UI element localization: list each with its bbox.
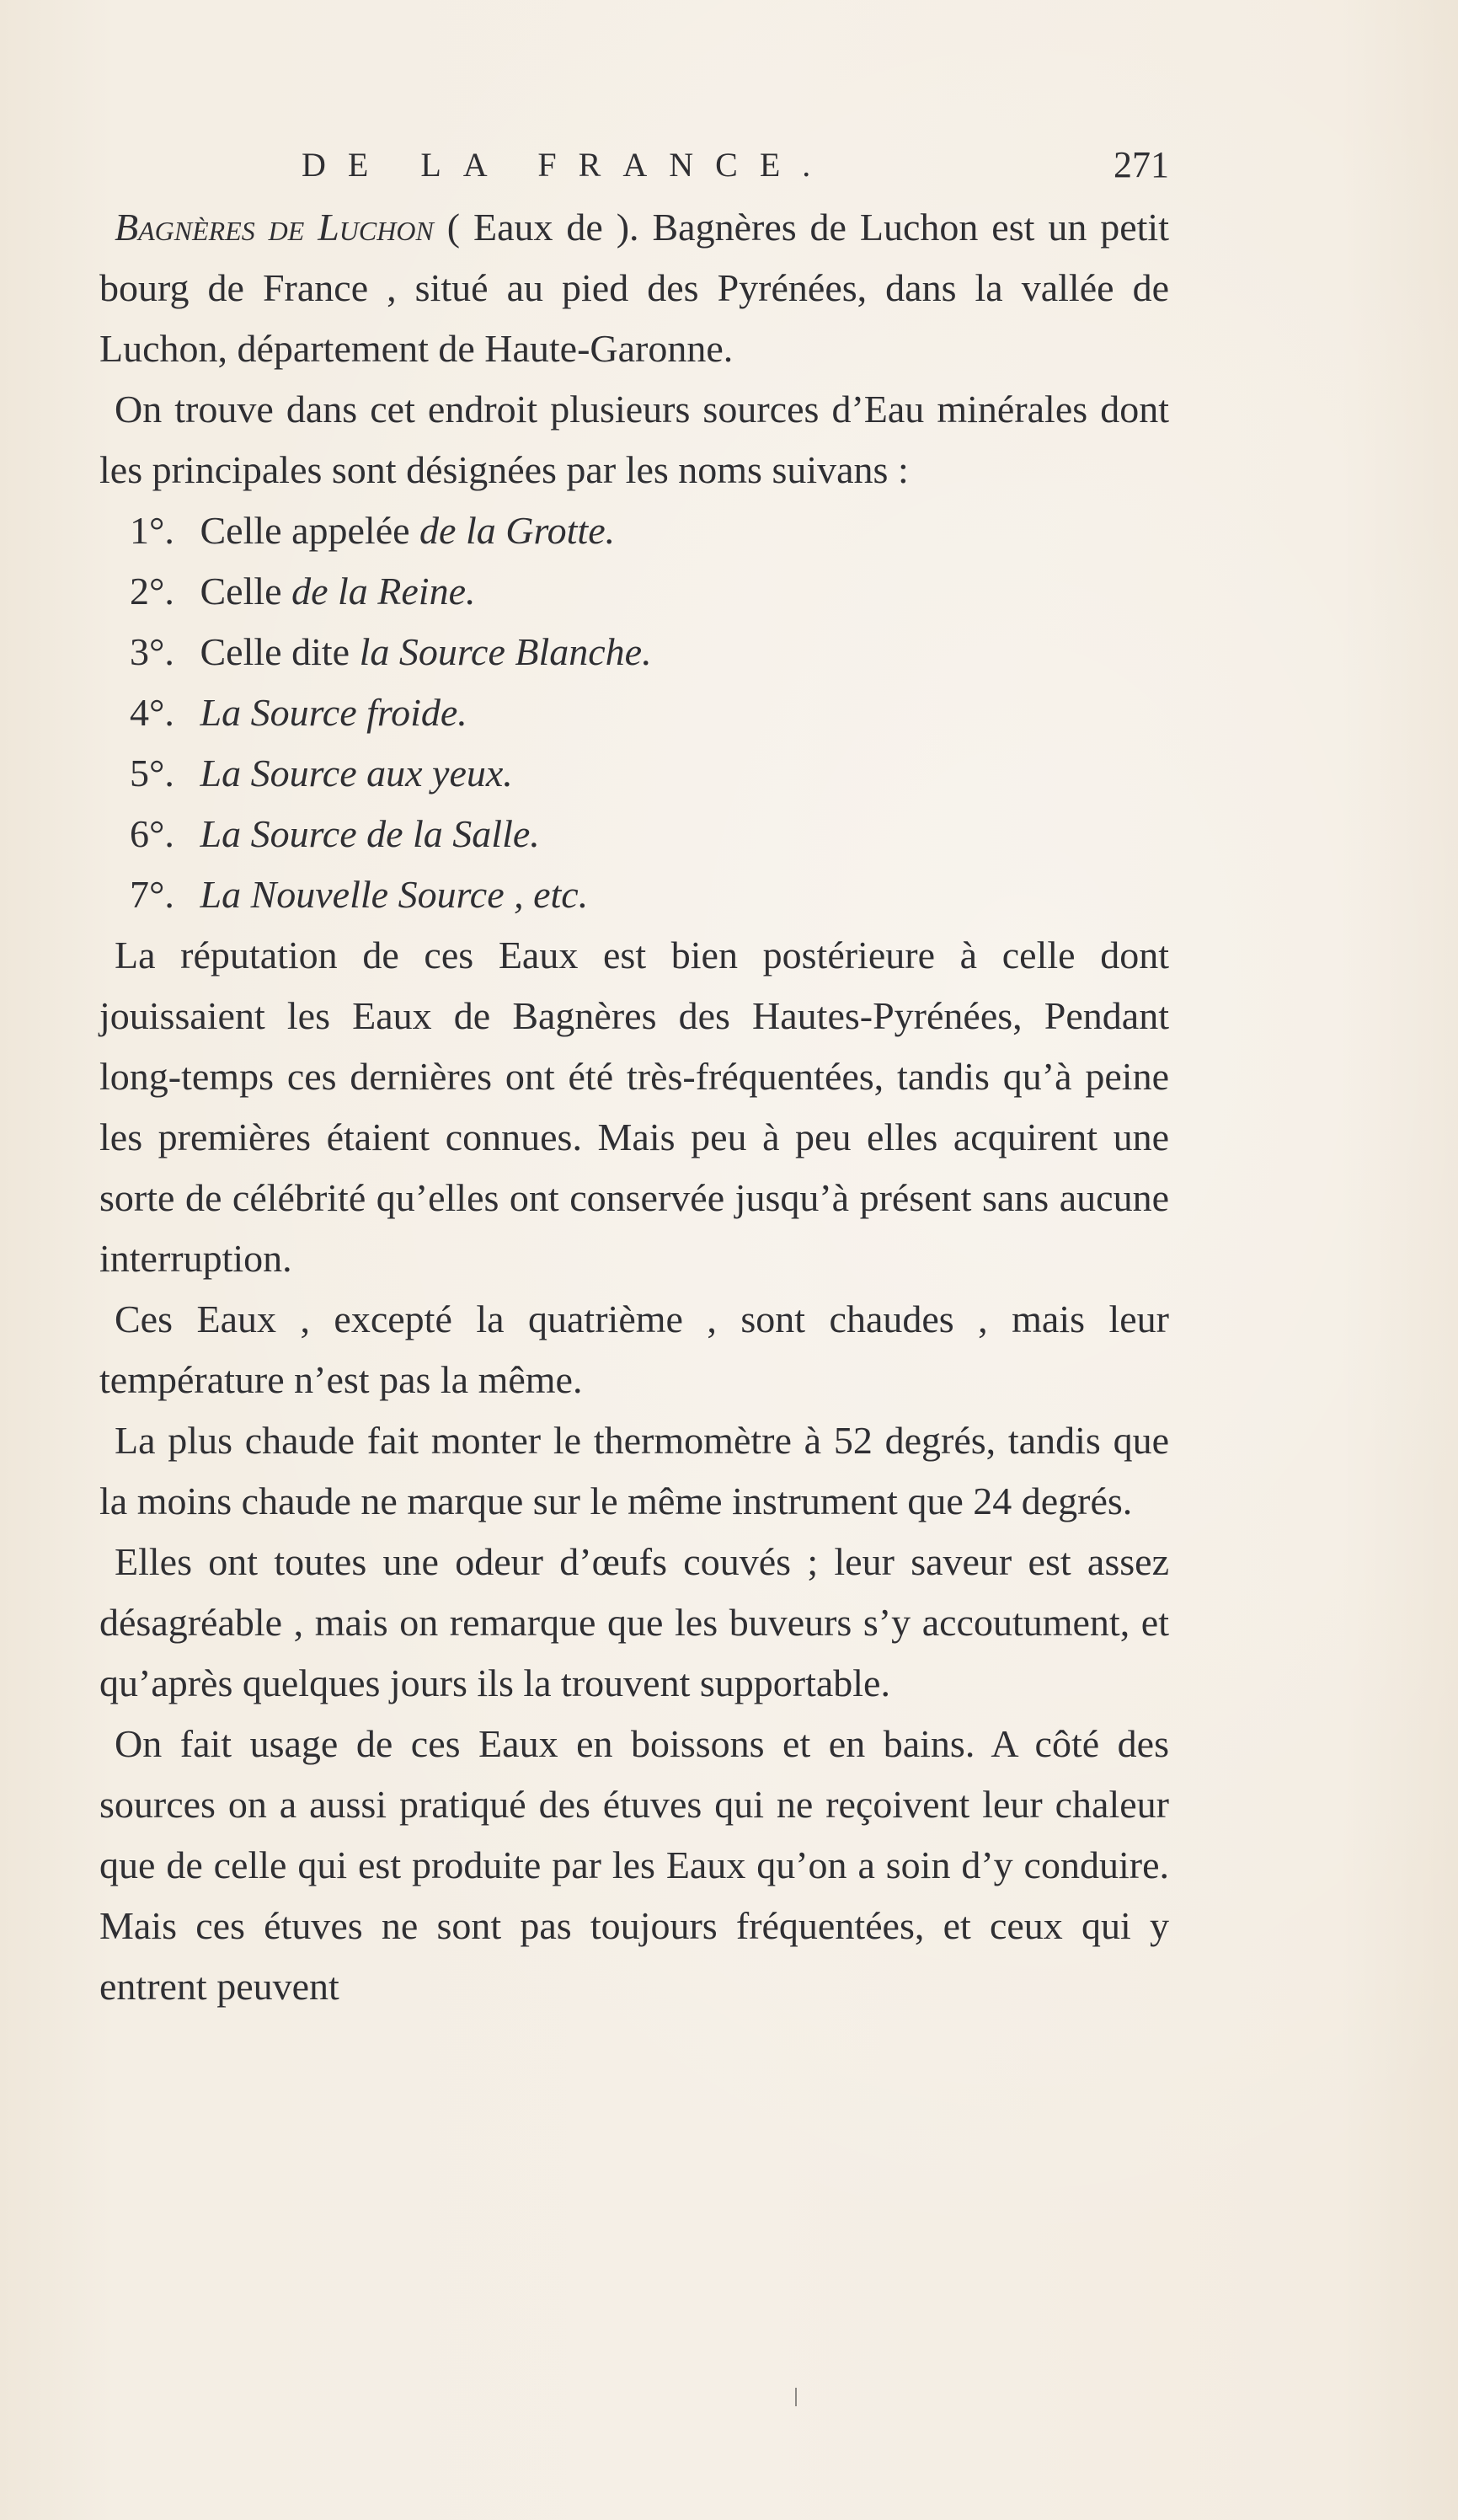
list-item-number: 3°.	[130, 630, 174, 673]
entry-heading-paren: ( Eaux de ).	[446, 206, 639, 249]
list-item-name: La Source aux yeux.	[200, 752, 513, 795]
entry-paragraph	[99, 197, 1169, 379]
list-item	[99, 500, 1169, 561]
list-item-name: La Source de la Salle.	[200, 812, 540, 855]
printer-mark	[795, 2388, 797, 2406]
list-item	[99, 743, 1169, 804]
body-paragraph: On fait usage de ces Eaux en boissons et en bains. A côté des sources on a aussi pratiqué des étuves qui ne reçoivent leur chaleur que de celle qui est produite par les Eaux qu’on a soin d’y conduire. Mais ces étuves ne sont pas toujours fréquentées, et ceux qui y entrent peuvent	[99, 1722, 1169, 2008]
list-item-name: la Source Blanche.	[359, 630, 652, 673]
entry-heading: Bagnères de Luchon	[115, 206, 434, 249]
list-item-name: La Nouvelle Source , etc.	[200, 873, 589, 916]
running-head	[99, 135, 1169, 195]
list-item	[99, 622, 1169, 682]
sources-intro-paragraph: On trouve dans cet endroit plusieurs sources d’Eau minérales dont les principales sont désignées par les noms suivans :	[99, 388, 1169, 491]
list-item-prefix: Celle	[200, 570, 282, 613]
body-paragraph: Ces Eaux , excepté la quatrième , sont chaudes , mais leur température n’est pas la même.	[99, 1297, 1169, 1401]
list-item-name: de la Grotte.	[419, 509, 616, 552]
list-item-number: 6°.	[130, 812, 174, 855]
page-number: 271	[1114, 144, 1169, 185]
list-item-name: La Source froide.	[200, 691, 467, 734]
running-head-title: DE LA FRANCE.	[302, 146, 833, 184]
list-item	[99, 804, 1169, 864]
list-item	[99, 561, 1169, 622]
list-item-number: 2°.	[130, 570, 174, 613]
list-item	[99, 682, 1169, 743]
page-text	[99, 135, 1169, 2017]
entry-intro: Bagnères de Luchon est un petit bourg de France , situé au pied des Pyrénées, dans la vallée de Luchon, département de Haute-Garonne.	[99, 206, 1169, 370]
list-item-number: 4°.	[130, 691, 174, 734]
list-item-number: 1°.	[130, 509, 174, 552]
body-paragraph: Elles ont toutes une odeur d’œufs couvés ; leur saveur est assez désagréable , mais on remarque que les buveurs s’y accoutument, et qu’après quelques jours ils la trouvent supportable.	[99, 1540, 1169, 1704]
sources-list	[99, 500, 1169, 925]
list-item-prefix: Celle dite	[200, 630, 350, 673]
list-item-prefix: Celle appelée	[200, 509, 410, 552]
list-item-number: 5°.	[130, 752, 174, 795]
body-paragraph: La réputation de ces Eaux est bien postérieure à celle dont jouissaient les Eaux de Bagnères des Hautes-Pyrénées, Pendant long-temps ces dernières ont été très-fréquentées, tandis qu’à peine les premières étaient connues. Mais peu à peu elles acquirent une sorte de célébrité qu’elles ont conservée jusqu’à présent sans aucune interruption.	[99, 934, 1169, 1280]
body-paragraph: La plus chaude fait monter le thermomètre à 52 degrés, tandis que la moins chaude ne marque sur le même instrument que 24 degrés.	[99, 1419, 1169, 1522]
list-item	[99, 864, 1169, 925]
list-item-name: de la Reine.	[291, 570, 476, 613]
list-item-number: 7°.	[130, 873, 174, 916]
